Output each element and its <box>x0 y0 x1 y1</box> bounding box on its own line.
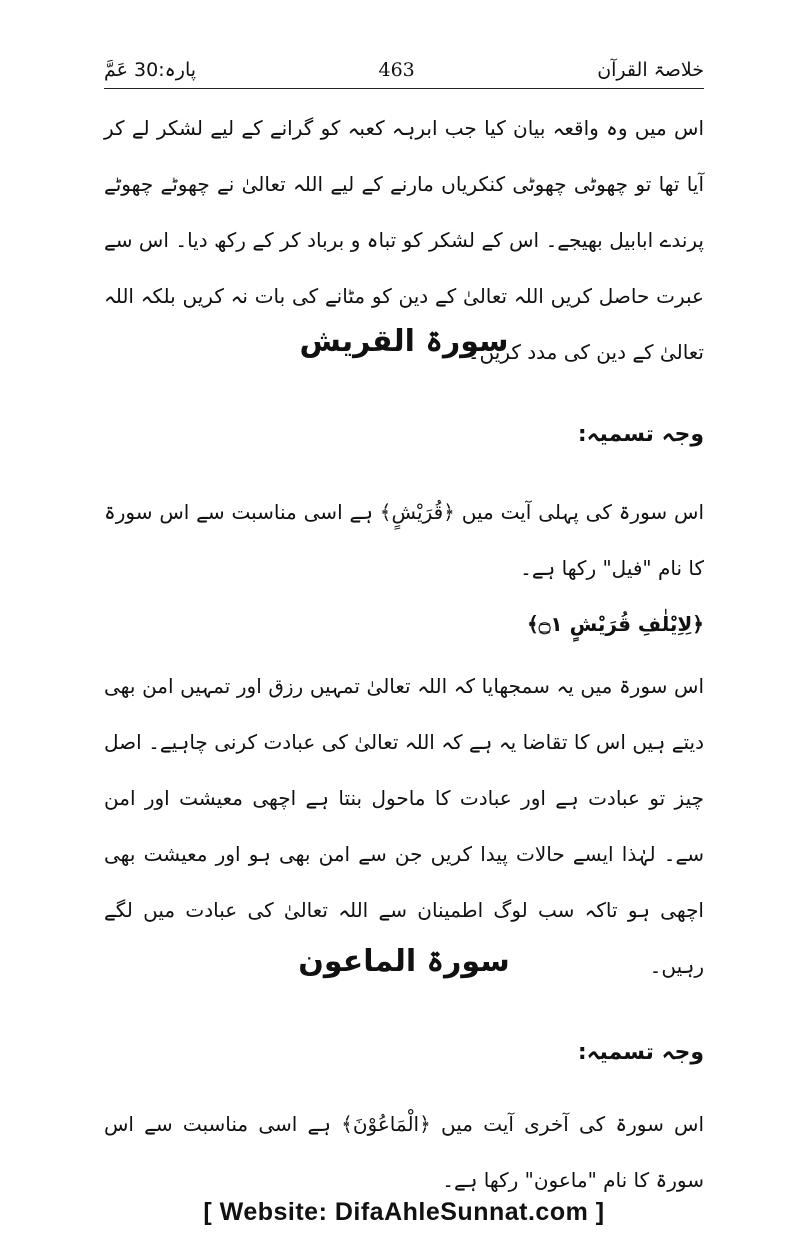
section-title-maun: سورۃ الماعون <box>298 944 510 979</box>
page-number: 463 <box>378 59 415 81</box>
ayah-quraish: ﴿لِاِيْلٰفِ قُرَيْشٍ ۝۱﴾ <box>526 612 704 636</box>
book-title: خلاصۃ القرآن <box>597 59 704 81</box>
website-footer: [ Website: DifaAhleSunnat.com ] <box>203 1198 605 1226</box>
intro-paragraph: اس میں وہ واقعہ بیان کیا جب ابرہہ کعبہ کو گرانے کے لیے لشکر لے کر آیا تھا تو چھوٹی چھوٹی کنکریاں مارنے کے لیے اللہ تعالیٰ نے چھوٹے چھوٹے پرندے ابابیل بھیجے۔ اس کے لشکر کو تباہ و برباد کر کے رکھ دیا۔ اس سے عبرت حاصل کریں اللہ تعالیٰ کے دین کو مٹانے کی بات نہ کریں بلکہ اللہ تعالیٰ کے دین کی مدد کریں۔ <box>104 116 704 364</box>
para-label: پارہ:30 عَمَّ <box>104 59 197 81</box>
page-header <box>104 52 704 89</box>
naming-text-maun: اس سورۃ کی آخری آیت میں ﴿الْمَاعُوْنَ﴾ ہے اسی مناسبت سے اس سورۃ کا نام "ماعون" رکھا ہے۔ <box>104 1112 704 1192</box>
body-quraish: اس سورۃ میں یہ سمجھایا کہ اللہ تعالیٰ تمہیں رزق اور تمہیں امن بھی دیتے ہیں اس کا تقاضا یہ ہے کہ اللہ تعالیٰ کی عبادت کرنی چاہیے۔ اصل چیز تو عبادت ہے اور عبادت کا ماحول بنتا ہے اچھی معیشت اور امن سے۔ لہٰذا ایسے حالات پیدا کریں جن سے امن بھی ہو اور معیشت بھی اچھی ہو تاکہ سب لوگ اطمینان سے اللہ تعالیٰ کی عبادت میں لگے رہیں۔ <box>104 674 704 978</box>
naming-heading-quraish: وجہ تسمیہ: <box>577 422 704 447</box>
naming-heading-maun: وجہ تسمیہ: <box>577 1040 704 1065</box>
section-title-quraish: سورۃ القریش <box>299 324 509 359</box>
naming-text-quraish: اس سورۃ کی پہلی آیت میں ﴿قُرَيْشٍ﴾ ہے اسی مناسبت سے اس سورۃ کا نام "فیل" رکھا ہے۔ <box>104 500 704 580</box>
